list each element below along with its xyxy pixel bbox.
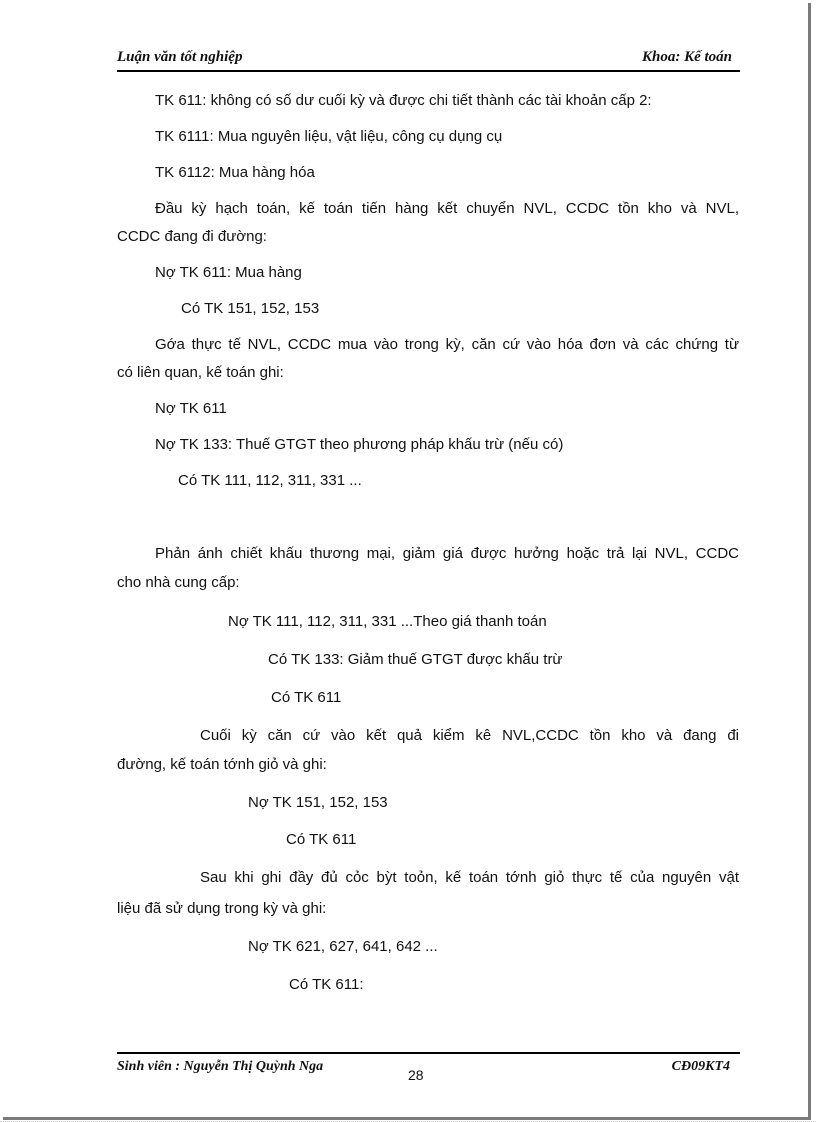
- text-line: Có TK 151, 152, 153: [181, 300, 320, 317]
- student-name: Sinh viên : Nguyễn Thị Quỳnh Nga: [117, 1059, 324, 1074]
- class-code: CĐ09KT4: [671, 1059, 730, 1074]
- text-line: Nợ TK 133: Thuế GTGT theo phương pháp khấu trừ (nếu có): [155, 436, 564, 453]
- text-line: Nợ TK 621, 627, 641, 642 ...: [248, 938, 438, 955]
- text-line: Có TK 611:: [289, 976, 364, 993]
- text-line: Có TK 111, 112, 311, 331 ...: [178, 472, 362, 489]
- text-line: cho nhà cung cấp:: [117, 574, 240, 591]
- faculty-name: Khoa: Kế toán: [641, 49, 732, 65]
- text-line: TK 6111: Mua nguyên liệu, vật liệu, công cụ dụng cụ: [155, 128, 503, 145]
- page-separator: [0, 1121, 816, 1122]
- text-line: đường, kế toán tớnh giỏ và ghi:: [117, 756, 327, 773]
- text-line: Nợ TK 611: [155, 400, 227, 417]
- text-line: Phản ánh chiết khấu thương mại, giảm giá được hưởng hoặc trả lại NVL, CCDC: [155, 545, 739, 562]
- text-line: Sau khi ghi đầy đủ cỏc bỳt toỏn, kế toán tớnh giỏ thực tế của nguyên vật: [200, 869, 739, 886]
- text-line: TK 611: không có số dư cuối kỳ và được chi tiết thành các tài khoản cấp 2:: [155, 92, 652, 109]
- footer-rule: [117, 1052, 740, 1054]
- text-line: Có TK 611: [271, 689, 342, 706]
- text-line: Nợ TK 151, 152, 153: [248, 794, 388, 811]
- text-line: có liên quan, kế toán ghi:: [117, 364, 284, 381]
- page-number: 28: [408, 1067, 424, 1083]
- text-line: TK 6112: Mua hàng hóa: [155, 164, 315, 181]
- text-line: Cuối kỳ căn cứ vào kết quả kiểm kê NVL,CCDC tồn kho và đang đi: [200, 727, 739, 744]
- thesis-title: Luận văn tốt nghiệp: [117, 49, 243, 65]
- text-line: Nợ TK 111, 112, 311, 331 ...Theo giá thanh toán: [228, 613, 547, 630]
- text-line: liệu đã sử dụng trong kỳ và ghi:: [117, 900, 327, 917]
- text-line: CCDC đang đi đường:: [117, 228, 267, 245]
- page-header: [117, 46, 740, 72]
- text-line: Đầu kỳ hạch toán, kế toán tiến hàng kết chuyển NVL, CCDC tồn kho và NVL,: [155, 200, 739, 217]
- text-line: Có TK 611: [286, 831, 357, 848]
- text-line: Nợ TK 611: Mua hàng: [155, 264, 302, 281]
- text-line: Có TK 133: Giảm thuế GTGT được khấu trừ: [268, 651, 563, 668]
- text-line: Gớa thực tế NVL, CCDC mua vào trong kỳ, căn cứ vào hóa đơn và các chứng từ: [155, 336, 739, 353]
